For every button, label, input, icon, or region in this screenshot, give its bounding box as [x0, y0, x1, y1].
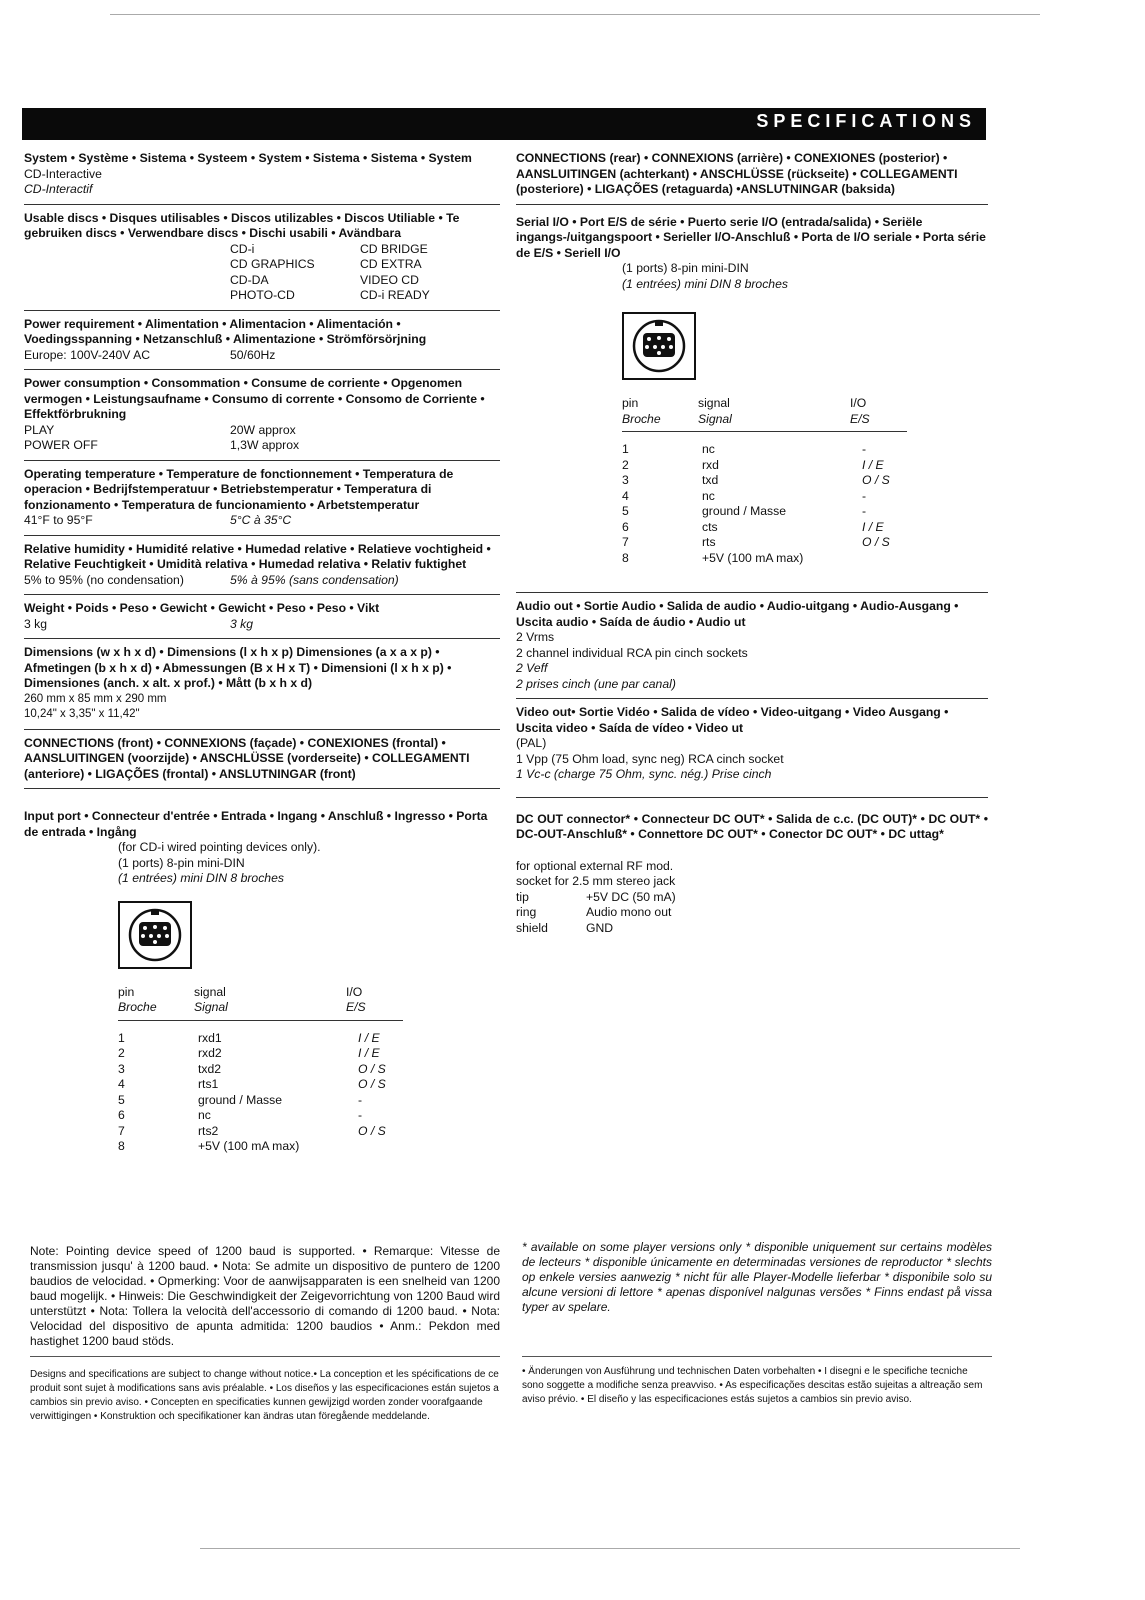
input-port-line3: (1 entrées) mini DIN 8 broches: [118, 871, 284, 885]
table-row: 2 rxd2 I / E: [118, 1046, 380, 1060]
table-row: 1 rxd1 I / E: [118, 1030, 380, 1045]
temperature-row: [24, 513, 500, 529]
dc-out-heading: DC OUT connector* • Connecteur DC OUT* • Salida de c.c. (DC OUT)* • DC OUT* • DC-OUT-Anschluß* • Connettore DC OUT* • Conector DC OUT* • DC uttag*: [516, 811, 988, 841]
table-row: 6 nc -: [118, 1108, 363, 1122]
input-pin-table: [118, 985, 500, 1155]
table-row: 8 +5V (100 mA max): [118, 1139, 300, 1153]
table-row: 7 rts O / S: [622, 535, 890, 549]
system-value-fr: CD-Interactif: [24, 182, 93, 196]
humidity-row: [24, 573, 500, 589]
consumption-label: PLAY: [24, 422, 55, 437]
disc-item: CD-i READY: [360, 288, 430, 302]
consumption-row: [24, 438, 500, 454]
weight-row: [24, 617, 500, 633]
table-row: 6 cts I / E: [622, 519, 884, 534]
video-line: (PAL): [516, 736, 547, 750]
col-io-fr: E/S: [850, 411, 870, 426]
col-signal: signal: [698, 396, 730, 410]
specifications-banner: [22, 108, 986, 140]
consumption-section: [24, 370, 500, 461]
power-value: 50/60Hz: [230, 347, 276, 362]
dimensions-mm: 260 mm x 85 mm x 290 mm: [24, 692, 167, 705]
humidity-value-fr: 5% à 95% (sans condensation): [230, 572, 399, 587]
page-title: SPECIFICATIONS: [756, 111, 976, 131]
right-column: [516, 145, 988, 942]
table-row: 4 rts1 O / S: [118, 1077, 386, 1091]
col-pin-fr: Broche: [622, 411, 661, 426]
video-line: 1 Vpp (75 Ohm load, sync neg) RCA cinch socket: [516, 751, 784, 766]
table-row: 4 nc -: [622, 488, 867, 503]
audio-section: [516, 593, 988, 699]
video-heading: Video out• Sortie Vidéo • Salida de vídeo • Video-uitgang • Video Ausgang • Uscita video • Saída de vídeo • Video ut: [516, 705, 949, 735]
col-io: I/O: [346, 984, 363, 999]
temperature-heading: Operating temperature • Temperature de fonctionnement • Temperatura de operacion • Bedrijfstemperatuur • Betriebstemperatur • Temperatura di fonzionamento • Temperatura de funcionamiento • Arbetstemperatur: [24, 466, 454, 512]
power-label: Europe: 100V-240V AC: [24, 347, 151, 362]
col-pin: pin: [118, 984, 135, 999]
col-pin-fr: Broche: [118, 1000, 157, 1014]
humidity-heading: Relative humidity • Humidité relative • Humedad relative • Relatieve vochtigheid • Relative Feuchtigkeit • Umidità relativa • Humedad relativa • Relativ fuktighet: [24, 541, 491, 571]
serial-line2: (1 entrées) mini DIN 8 broches: [622, 276, 788, 291]
dc-out-line: for optional external RF mod.: [516, 858, 674, 873]
table-row: 5 ground / Masse -: [118, 1092, 363, 1107]
dimensions-heading: Dimensions (w x h x d) • Dimensions (l x h x p) Dimensiones (a x a x p) • Afmetingen (b x h x d) • Abmessungen (B x H x T) • Dimensioni (l x h x p) • Dimensiones (anch. x alt. x prof.) • Mått (b x h x d): [24, 645, 452, 690]
weight-value: 3 kg: [24, 616, 48, 631]
bottom-scan-line: [200, 1548, 1020, 1549]
weight-section: [24, 595, 500, 639]
top-scan-line: [110, 14, 1040, 15]
dimensions-in: 10,24" x 3,35" x 11,42": [24, 708, 140, 720]
disc-item: CD EXTRA: [360, 257, 422, 271]
connections-rear-heading: CONNECTIONS (rear) • CONNEXIONS (arrière) • CONEXIONES (posterior) • AANSLUITINGEN (achterkant) • ANSCHLÜSSE (rückseite) • COLLEGAMENTI (posteriore) • LIGAÇÕES (retaguarda) •ANSLUTNINGAR (baksida): [516, 151, 958, 196]
temperature-section: [24, 461, 500, 536]
weight-value-fr: 3 kg: [230, 616, 254, 631]
disc-row: [230, 288, 500, 304]
power-heading: Power requirement • Alimentation • Alimentacion • Alimentación • Voedingsspanning • Netzanschluß • Alimentazione • Strömförsörjning: [24, 316, 427, 346]
temperature-value-fr: 5°C à 35°C: [230, 513, 292, 527]
video-line-fr: 1 Vc-c (charge 75 Ohm, sync. nég.) Prise cinch: [516, 767, 772, 781]
dc-out-row: shield GND: [516, 920, 614, 935]
connections-front-section: [24, 730, 500, 790]
disc-item: PHOTO-CD: [230, 288, 295, 302]
consumption-value: 1,3W approx: [230, 438, 300, 452]
table-row: 1 nc -: [622, 442, 867, 456]
col-signal-fr: Signal: [698, 411, 732, 426]
temperature-value: 41°F to 95°F: [24, 513, 93, 527]
input-port-line2: (1 ports) 8-pin mini-DIN: [118, 855, 245, 870]
connections-rear-section: [516, 145, 988, 205]
audio-line-fr: 2 prises cinch (une par canal): [516, 676, 676, 691]
disc-item: CD-DA: [230, 272, 269, 287]
serial-line1: (1 ports) 8-pin mini-DIN: [622, 261, 749, 275]
disc-row: [230, 242, 500, 258]
audio-heading: Audio out • Sortie Audio • Salida de audio • Audio-uitgang • Audio-Ausgang • Uscita audio • Saída de áudio • Audio ut: [516, 599, 959, 629]
dimensions-section: [24, 639, 500, 730]
serial-pin-table: [622, 396, 988, 566]
discs-heading: Usable discs • Disques utilisables • Discos utilizables • Discos Utiliable • Te gebruiken discs • Verwendbare discs • Dischi usabili • Avändbara: [24, 210, 460, 240]
table-row: 3 txd2 O / S: [118, 1061, 386, 1076]
divider: [30, 1356, 500, 1357]
audio-line: 2 channel individual RCA pin cinch sockets: [516, 645, 748, 660]
serial-section: [516, 205, 988, 594]
dc-out-row: ring Audio mono out: [516, 905, 672, 919]
dc-out-line: socket for 2.5 mm stereo jack: [516, 874, 676, 888]
power-row: [24, 348, 500, 364]
col-signal: signal: [194, 984, 226, 999]
system-section: [24, 145, 500, 205]
table-row: 5 ground / Masse -: [622, 504, 867, 518]
consumption-heading: Power consumption • Consommation • Consume de corriente • Opgenomen vermogen • Leistungsaufname • Consumo di corrente • Consomo de Corriente • Effektförbrukning: [24, 376, 485, 421]
dc-out-row: tip +5V DC (50 mA): [516, 889, 676, 904]
serial-heading: Serial I/O • Port E/S de série • Puerto serie I/O (entrada/salida) • Seriële ingangs-/uitgangspoort • Serieller I/O-Anschluß • Porta de I/O seriale • Porta série de E/S • Seriell I/O: [516, 214, 986, 260]
audio-line-fr: 2 Veff: [516, 661, 548, 675]
availability-note: * available on some player versions only * disponible uniquement sur certains modèles de lecteurs * disponible únicamente en determinadas versiones de reproductor * slechts op enkele versies aanwezig * nicht für alle Player-Modelle lieferbar * disponibile solo su alcune versioni di lettore * apenas disponível nalgunas versões * Finns endast på vissa typer av spelare.: [522, 1240, 992, 1314]
mini-din-connector-icon: [622, 312, 696, 380]
table-row: 3 txd O / S: [622, 473, 890, 487]
system-heading: System • Système • Sistema • Systeem • System • Sistema • Sistema • System: [24, 151, 472, 165]
col-pin: pin: [622, 396, 639, 410]
footer-disclaimer-right: • Änderungen von Ausführung und technischen Daten vorbehalten • I disegni e le specifiche tecniche sono soggette a modifiche senza preavviso. • As especificações descitas estão sujeitas a altreação sem aviso prévio. • El diseño y las especificaciones estás sujetos a cambios sin previo aviso.: [522, 1366, 983, 1405]
disc-item: CD-i: [230, 241, 255, 256]
left-column: [24, 145, 500, 1161]
humidity-section: [24, 536, 500, 596]
system-value: CD-Interactive: [24, 166, 102, 181]
input-port-section: [24, 789, 500, 1161]
divider: [522, 1356, 992, 1357]
disc-item: CD BRIDGE: [360, 241, 428, 256]
table-row: 2 rxd I / E: [622, 457, 884, 472]
consumption-label: POWER OFF: [24, 438, 98, 452]
power-section: [24, 311, 500, 371]
mini-din-connector-icon: [118, 901, 192, 969]
col-io: I/O: [850, 396, 867, 410]
audio-line: 2 Vrms: [516, 630, 555, 644]
col-signal-fr: Signal: [194, 1000, 228, 1014]
discs-section: [24, 205, 500, 311]
disc-item: CD GRAPHICS: [230, 257, 315, 271]
disc-row: [230, 273, 500, 289]
connections-front-heading: CONNECTIONS (front) • CONNEXIONS (façade) • CONEXIONES (frontal) • AANSLUITINGEN (voorzijde) • ANSCHLÜSSE (vorderseite) • COLLEGAMENTI (anteriore) • LIGAÇÕES (frontal) • ANSLUTNINGAR (front): [24, 735, 470, 781]
dc-out-section: [516, 798, 988, 943]
humidity-value: 5% to 95% (no condensation): [24, 572, 184, 587]
table-row: 7 rts2 O / S: [118, 1123, 386, 1138]
pointing-device-note: Note: Pointing device speed of 1200 baud is supported. • Remarque: Vitesse de transmission jusqu' à 1200 baud. • Nota: Se admite un dispositivo de puntero de 1200 baudios de velocidad. • Opmerking: Voor de aanwijsapparaten is een snelheid van 1200 baud mogelijk. • Hinweis: Die Geschwindigkeit der Zeigevorrichtung von 1200 Baud wird unterstützt • Nota: Tollera la velocità dell'accessorio di comando di 1200 baud. • Nota: Velocidad del dispositivo de apunta admitida: 1200 baudios • Anm.: Pekdon med hastighet 1200 baud stöds.: [30, 1244, 500, 1348]
table-row: 8 +5V (100 mA max): [622, 550, 804, 565]
input-port-heading: Input port • Connecteur d'entrée • Entrada • Ingang • Anschluß • Ingresso • Porta de entrada • Ingång: [24, 809, 488, 839]
col-io-fr: E/S: [346, 1000, 366, 1014]
video-section: [516, 699, 988, 798]
disc-row: [230, 257, 500, 273]
input-port-line1: (for CD-i wired pointing devices only).: [118, 840, 321, 854]
consumption-value: 20W approx: [230, 422, 296, 437]
consumption-row: [24, 423, 500, 439]
footer-disclaimer-left: Designs and specifications are subject to change without notice.• La conception et les spécifications de ce produit sont sujet à modifications sans avis préalable. • Los diseños y las especificaciones están sujetos a cambios sin previo aviso. • Concepten en specificaties kunnen gewijzigd worden zonder voorafgaande verwittigingen • Konstruktion och specifikationer kan ändras utan föregående meddelande.: [30, 1369, 499, 1422]
weight-heading: Weight • Poids • Peso • Gewicht • Gewicht • Peso • Peso • Vikt: [24, 601, 380, 615]
disc-item: VIDEO CD: [360, 272, 419, 287]
